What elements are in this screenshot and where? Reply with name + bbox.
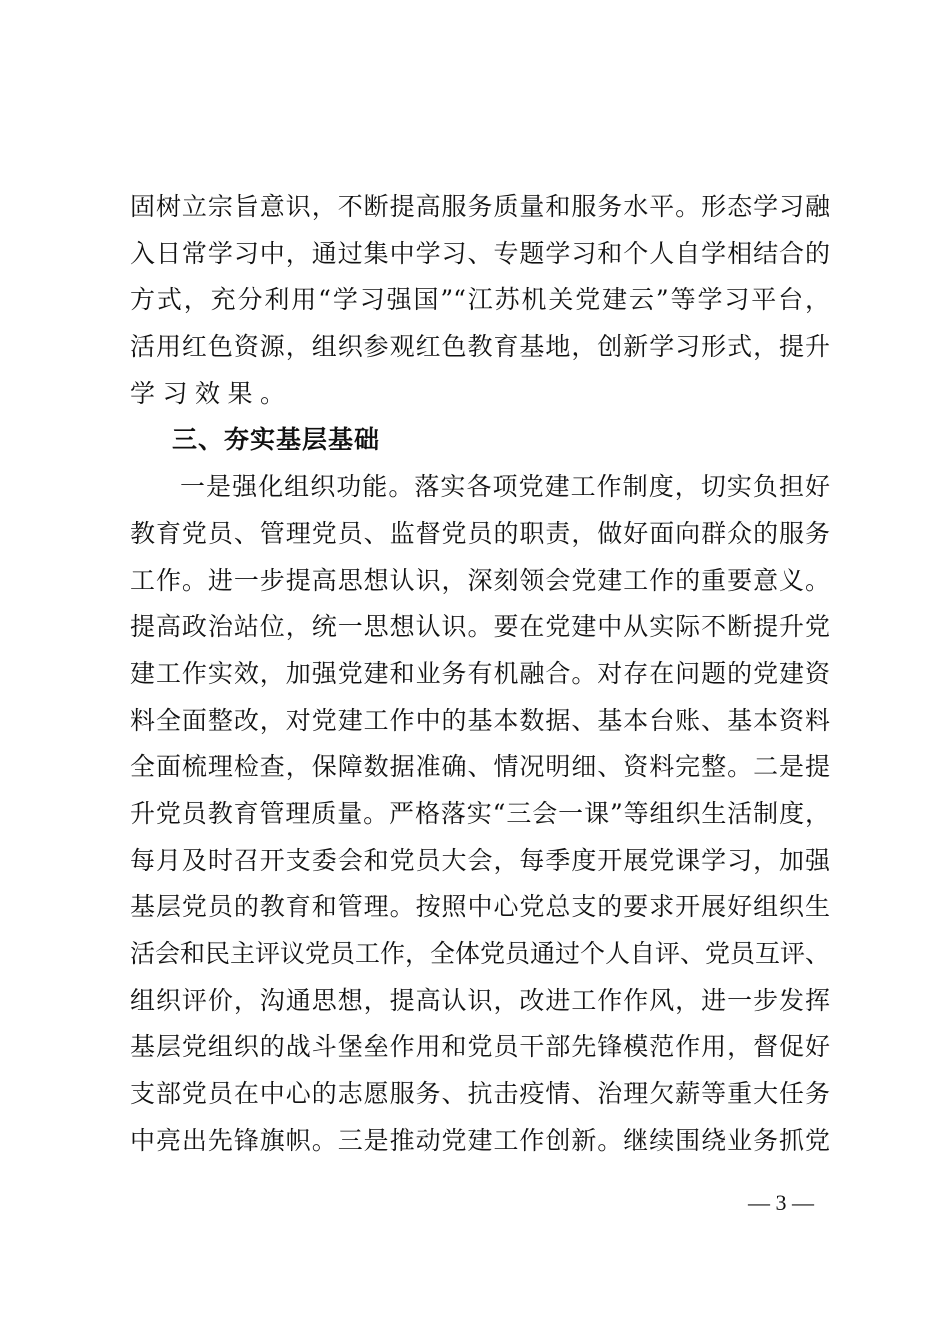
text-line: 工作。进一步提高思想认识，深刻领会党建工作的重要意义。: [130, 565, 830, 595]
document-page: [130, 184, 830, 1164]
page-number: — 3 —: [748, 1190, 814, 1215]
text-line: 入日常学习中，通过集中学习、专题学习和个人自学相结合的: [130, 238, 830, 268]
text-line: 基层党员的教育和管理。按照中心党总支的要求开展好组织生: [130, 892, 830, 922]
text-line: 提高政治站位，统一思想认识。要在党建中从实际不断提升党: [130, 612, 830, 642]
text-line: 全面梳理检查，保障数据准确、情况明细、资料完整。二是提: [130, 752, 830, 782]
text-line: 方式，充分利用“学习强国”“江苏机关党建云”等学习平台，: [130, 285, 830, 315]
text-line: 学习效果。: [130, 378, 293, 408]
text-line: 基层党组织的战斗堡垒作用和党员干部先锋模范作用，督促好: [130, 1032, 830, 1062]
text-line: 固树立宗旨意识，不断提高服务质量和服务水平。形态学习融: [130, 192, 830, 221]
paragraph-continued: [130, 184, 830, 417]
text-line: 活会和民主评议党员工作，全体党员通过个人自评、党员互评、: [130, 939, 831, 968]
text-line: 建工作实效，加强党建和业务有机融合。对存在问题的党建资: [130, 658, 830, 688]
text-line: 升党员教育管理质量。严格落实“三会一课”等组织生活制度，: [130, 798, 830, 828]
text-line: 料全面整改，对党建工作中的基本数据、基本台账、基本资料: [130, 705, 830, 735]
text-line: 一是强化组织功能。落实各项党建工作制度，切实负担好: [180, 472, 830, 502]
section-heading: 三、夯实基层基础: [172, 425, 381, 455]
text-line: 支部党员在中心的志愿服务、抗击疫情、治理欠薪等重大任务: [130, 1079, 830, 1109]
text-line: 每月及时召开支委会和党员大会，每季度开展党课学习，加强: [130, 845, 830, 875]
text-line: 教育党员、管理党员、监督党员的职责，做好面向群众的服务: [130, 518, 830, 548]
text-line: 中亮出先锋旗帜。三是推动党建工作创新。继续围绕业务抓党: [130, 1125, 830, 1155]
paragraph-main: [130, 464, 830, 1164]
text-line: 活用红色资源，组织参观红色教育基地，创新学习形式，提升: [130, 332, 830, 362]
text-line: 组织评价，沟通思想，提高认识，改进工作作风，进一步发挥: [130, 985, 830, 1015]
